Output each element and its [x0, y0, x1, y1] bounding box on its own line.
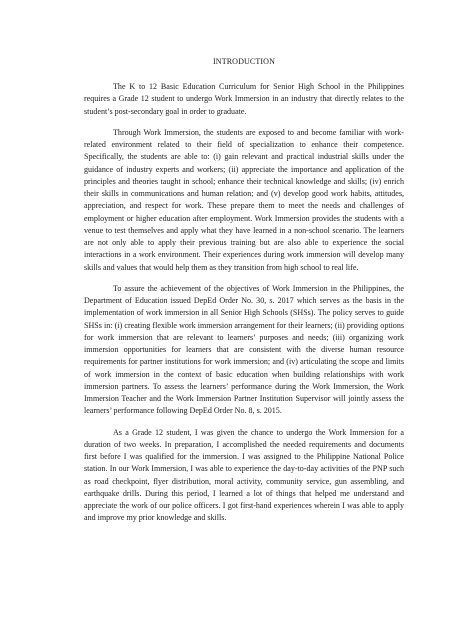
paragraph-personal-experience: As a Grade 12 student, I was given the chance to undergo the Work Immersion for a duration of two weeks. In preparation, I accomplished the needed requirements and documents first before I was qualified for the immersion. I was assigned to the Philippine National Police station. In our Work Immersion, I was able to experience the day-to-day activities of the PNP such as road checkpoint, flyer distribution, moral activity, community service, gun assembling, and earthquake drills. During this period, I learned a lot of things that helped me understand and appreciate the work of our police officers. I got first-hand experiences wherein I was able to apply and improve my prior knowledge and skills. [84, 427, 404, 523]
paragraph-deped-order: To assure the achievement of the objectives of Work Immersion in the Philippines, the Department of Education issued DepEd Order No. 30, s. 2017 which serves as the basis in the implementation of work immersion in all Senior High Schools (SHSs). The policy serves to guide SHSs in: (i) creating flexible work immersion arrangement for their learners; (ii) providing options for work immersion that are relevant to learners’ purposes and needs; (iii) organizing work immersion opportunities for learners that are consistent with the diverse human resource requirements for partner institutions for work immersion; and (iv) articulating the scope and limits of work immersion in the context of basic education when building relationships with work immersion partners. To assess the learners’ performance during the Work Immersion, the Work Immersion Teacher and the Work Immersion Partner Institution Supervisor will jointly assess the learners’ performance following DepEd Order No. 8, s. 2015. [84, 283, 404, 416]
document-title: INTRODUCTION [213, 57, 275, 66]
document-page [84, 56, 404, 616]
paragraph-intro: The K to 12 Basic Education Curriculum for Senior High School in the Philippines requires a Grade 12 student to undergo Work Immersion in an industry that directly relates to the student’s post-secondary goal in order to graduate. [84, 82, 404, 116]
paragraph-work-immersion-benefits: Through Work Immersion, the students are exposed to and become familiar with work-related environment related to their field of specialization to enhance their competence. Specifically, the students are able to: (i) gain relevant and practical industrial skills under the guidance of industry experts and workers; (ii) appreciate the importance and application of the principles and theories taught in school; enhance their technical knowledge and skills; (iv) enrich their skills in communications and human relation; and (v) develop good work habits, attitudes, appreciation, and respect for work. These prepare them to meet the needs and challenges of employment or higher education after employment. Work Immersion provides the students with a venue to test themselves and apply what they have learned in a non-school scenario. The learners are not only able to apply their previous training but are also able to experience the social interactions in a work environment. Their experiences during work immersion will develop many skills and values that would help them as they transition from high school to real life. [84, 127, 404, 272]
